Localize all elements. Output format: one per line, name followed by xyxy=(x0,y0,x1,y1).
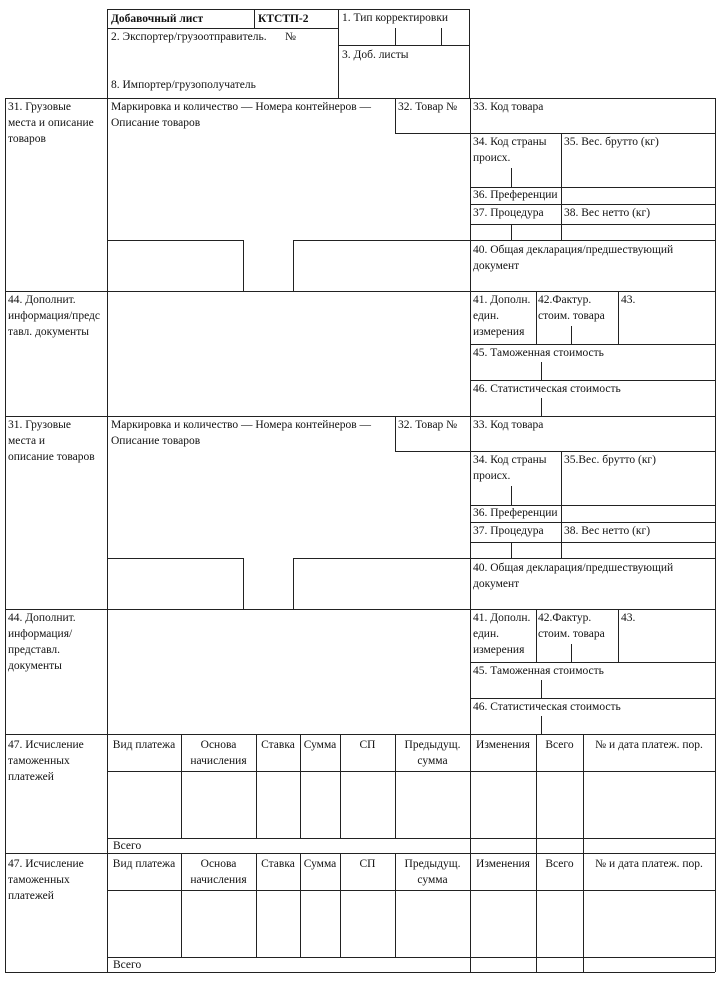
form-rule xyxy=(5,972,715,973)
payment-column-header: Сумма xyxy=(303,739,337,751)
payment-column-header: Вид платежа xyxy=(112,858,176,870)
packages-label: 31. Грузовые xyxy=(8,419,72,431)
packages-label: 31. Грузовые xyxy=(8,101,72,113)
form-rule xyxy=(618,291,619,344)
form-code: КТСТП-2 xyxy=(258,13,309,25)
form-rule xyxy=(395,451,470,452)
statistical-value-label: 46. Статистическая стоимость xyxy=(473,383,621,395)
form-rule xyxy=(243,558,244,609)
correction-type-label: 1. Тип корректировки xyxy=(342,12,449,24)
payment-column-header: Предыдущ. xyxy=(404,858,461,870)
packages-label: места и описание xyxy=(8,117,94,129)
form-rule xyxy=(561,133,562,204)
form-rule xyxy=(511,224,512,240)
form-rule xyxy=(561,451,562,522)
form-rule xyxy=(715,98,716,416)
form-rule xyxy=(715,416,716,734)
exporter-number-sign: № xyxy=(285,31,296,43)
form-rule xyxy=(107,890,715,891)
procedure-label: 37. Процедура xyxy=(473,525,544,537)
exporter-label: 2. Экспортер/грузоотправитель. xyxy=(111,31,267,43)
form-rule xyxy=(107,838,715,839)
origin-country-label: происх. xyxy=(473,152,511,164)
form-rule xyxy=(293,240,294,291)
box-43-label: 43. xyxy=(621,612,636,624)
payment-calc-label: платежей xyxy=(8,890,54,902)
form-rule xyxy=(5,291,715,292)
payment-column-header: Всего xyxy=(545,739,574,751)
supplementary-units-label: 41. Дополн. xyxy=(473,612,531,624)
additional-info-label: документы xyxy=(8,660,62,672)
item-number-label: 32. Товар № xyxy=(398,101,458,113)
payment-column-header: Ставка xyxy=(261,858,295,870)
payment-total-label: Всего xyxy=(113,959,142,971)
additional-info-label: 44. Дополнит. xyxy=(8,612,76,624)
form-rule xyxy=(511,542,512,558)
additional-info-label: информация/ xyxy=(8,628,73,640)
payment-column-header: Предыдущ. xyxy=(404,739,461,751)
form-rule xyxy=(395,133,470,134)
form-rule xyxy=(5,98,6,416)
additional-info-label: представл. xyxy=(8,644,60,656)
form-rule xyxy=(511,558,512,559)
invoice-value-label: стоим. товара xyxy=(538,628,605,640)
payment-column-header: Изменения xyxy=(476,858,530,870)
marks-description-label: Описание товаров xyxy=(111,435,201,447)
payment-column-header: Основа xyxy=(200,739,237,751)
importer-label: 8. Импортер/грузополучатель xyxy=(111,79,256,91)
extra-sheets-label: 3. Доб. листы xyxy=(342,49,409,61)
payment-calc-label: таможенных xyxy=(8,755,70,767)
form-rule xyxy=(511,240,512,241)
previous-document-label: 40. Общая декларация/предшествующий xyxy=(473,562,674,574)
supplementary-units-label: измерения xyxy=(473,326,525,338)
payment-column-header: № и дата платеж. пор. xyxy=(595,739,703,751)
form-rule xyxy=(5,734,6,853)
form-rule xyxy=(470,542,715,543)
preferences-label: 36. Преференции xyxy=(473,189,558,201)
form-rule xyxy=(470,416,471,734)
payment-column-header: Всего xyxy=(545,858,574,870)
invoice-value-label: 42.Фактур. xyxy=(538,294,592,306)
form-rule xyxy=(618,609,619,662)
sheet-title: Добавочный лист xyxy=(111,13,204,25)
additional-info-label: информация/предс xyxy=(8,310,100,322)
form-rule xyxy=(107,771,715,772)
form-rule xyxy=(5,853,6,972)
form-rule xyxy=(395,98,396,133)
payment-column-header: Ставка xyxy=(261,739,295,751)
preferences-label: 36. Преференции xyxy=(473,507,558,519)
payment-column-header: СП xyxy=(359,739,376,751)
supplementary-units-label: един. xyxy=(473,628,499,640)
form-rule xyxy=(5,853,715,854)
supplementary-units-label: 41. Дополн. xyxy=(473,294,531,306)
payment-column-header: СП xyxy=(359,858,376,870)
form-rule xyxy=(715,853,716,972)
form-rule xyxy=(108,240,243,241)
payment-total-label: Всего xyxy=(113,840,142,852)
invoice-value-label: стоим. товара xyxy=(538,310,605,322)
form-rule xyxy=(561,522,562,558)
form-rule xyxy=(541,716,542,734)
commodity-code-label: 33. Код товара xyxy=(473,419,544,431)
form-rule xyxy=(571,326,572,344)
form-rule xyxy=(293,558,294,609)
additional-info-label: тавл. документы xyxy=(8,326,89,338)
net-weight-label: 38. Вес нетто (кг) xyxy=(564,525,651,537)
previous-document-label: документ xyxy=(473,260,520,272)
packages-label: места и xyxy=(8,435,46,447)
form-rule xyxy=(571,644,572,662)
item-number-label: 32. Товар № xyxy=(398,419,458,431)
payment-calc-label: 47. Исчисление xyxy=(8,739,84,751)
packages-label: описание товаров xyxy=(8,451,95,463)
form-rule xyxy=(541,362,542,380)
supplementary-units-label: измерения xyxy=(473,644,525,656)
payment-column-header: начисления xyxy=(190,874,247,886)
form-rule xyxy=(5,416,6,734)
supplementary-units-label: един. xyxy=(473,310,499,322)
form-rule xyxy=(107,957,715,958)
commodity-code-label: 33. Код товара xyxy=(473,101,544,113)
payment-column-header: Изменения xyxy=(476,739,530,751)
packages-label: товаров xyxy=(8,133,46,145)
payment-column-header: сумма xyxy=(417,874,448,886)
form-rule xyxy=(5,609,715,610)
statistical-value-label: 46. Статистическая стоимость xyxy=(473,701,621,713)
payment-calc-label: таможенных xyxy=(8,874,70,886)
form-rule xyxy=(511,486,512,505)
origin-country-label: происх. xyxy=(473,470,511,482)
form-rule xyxy=(541,398,542,416)
form-rule xyxy=(243,240,244,291)
form-rule xyxy=(541,680,542,698)
payment-column-header: Сумма xyxy=(303,858,337,870)
form-rule xyxy=(561,204,562,240)
customs-value-label: 45. Таможенная стоимость xyxy=(473,347,604,359)
previous-document-label: документ xyxy=(473,578,520,590)
invoice-value-label: 42.Фактур. xyxy=(538,612,592,624)
previous-document-label: 40. Общая декларация/предшествующий xyxy=(473,244,674,256)
payment-column-header: сумма xyxy=(417,755,448,767)
customs-value-label: 45. Таможенная стоимость xyxy=(473,665,604,677)
form-rule xyxy=(107,416,108,734)
payment-column-header: начисления xyxy=(190,755,247,767)
additional-info-label: 44. Дополнит. xyxy=(8,294,76,306)
marks-description-label: Описание товаров xyxy=(111,117,201,129)
payment-column-header: Вид платежа xyxy=(112,739,176,751)
form-rule xyxy=(108,558,243,559)
form-rule xyxy=(511,168,512,187)
form-rule xyxy=(107,98,108,416)
net-weight-label: 38. Вес нетто (кг) xyxy=(564,207,651,219)
marks-description-label: Маркировка и количество — Номера контейнеров — xyxy=(111,419,372,431)
procedure-label: 37. Процедура xyxy=(473,207,544,219)
payment-calc-label: 47. Исчисление xyxy=(8,858,84,870)
form-rule xyxy=(470,98,471,416)
form-rule xyxy=(715,734,716,853)
marks-description-label: Маркировка и количество — Номера контейнеров — xyxy=(111,101,372,113)
form-rule xyxy=(395,416,396,451)
form-rule xyxy=(470,224,715,225)
box-43-label: 43. xyxy=(621,294,636,306)
origin-country-label: 34. Код страны xyxy=(473,136,547,148)
payment-column-header: Основа xyxy=(200,858,237,870)
payment-column-header: № и дата платеж. пор. xyxy=(595,858,703,870)
payment-calc-label: платежей xyxy=(8,771,54,783)
gross-weight-label: 35. Вес. брутто (кг) xyxy=(564,136,659,148)
gross-weight-label: 35.Вес. брутто (кг) xyxy=(564,454,656,466)
origin-country-label: 34. Код страны xyxy=(473,454,547,466)
form-rule xyxy=(5,734,715,735)
